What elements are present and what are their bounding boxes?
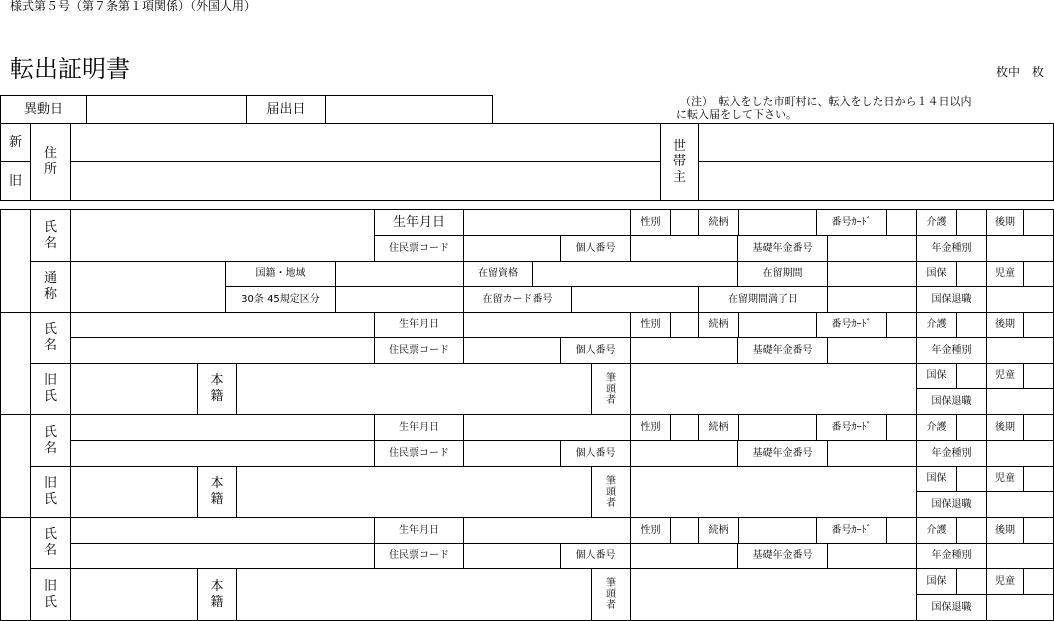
- person-2-number-card-field[interactable]: [886, 312, 917, 338]
- nh-insurance-label: 国保: [916, 568, 957, 595]
- person-1-gender-field[interactable]: [670, 209, 699, 236]
- personal-number-label: 個人番号: [560, 235, 631, 262]
- child-label: 児童: [986, 363, 1024, 389]
- name-char-2: 名: [43, 543, 57, 558]
- head-char-1: 筆: [606, 372, 616, 384]
- form-number: 様式第５号（第７条第１項関係）（外国人用）: [10, 0, 257, 13]
- number-card-label: 番号ｶｰﾄﾞ: [816, 209, 887, 236]
- late-stage-label: 後期: [986, 312, 1024, 338]
- number-card-label: 番号ｶｰﾄﾞ: [816, 414, 887, 441]
- person-4-head-field[interactable]: [630, 568, 917, 621]
- care-label: 介護: [916, 517, 957, 544]
- domicile-char-2: 籍: [210, 492, 224, 507]
- person-3-pension-type-field[interactable]: [986, 440, 1054, 467]
- person-1-residence-expiry-field[interactable]: [827, 286, 917, 313]
- notify-date-field[interactable]: [325, 95, 493, 124]
- name-char-2: 名: [43, 338, 57, 353]
- person-4-index: [0, 517, 31, 621]
- person-4-personal-number-field[interactable]: [630, 543, 738, 569]
- person-3-old-surname-field[interactable]: [70, 466, 198, 518]
- person-2-old-surname-field[interactable]: [70, 363, 198, 415]
- person-3-pension-number-field[interactable]: [827, 440, 917, 467]
- person-2-pension-number-field[interactable]: [827, 337, 917, 364]
- gender-label: 性別: [630, 414, 671, 441]
- person-4-child-field[interactable]: [1023, 568, 1054, 595]
- resident-code-label: 住民票コード: [374, 337, 464, 364]
- person-4-nh-insurance-field[interactable]: [956, 568, 987, 595]
- person-4-number-card-field[interactable]: [886, 517, 917, 544]
- head-char-3: 者: [606, 394, 616, 406]
- notify-date-label: 届出日: [246, 95, 326, 124]
- new-address-field[interactable]: [70, 123, 661, 162]
- person-2-personal-number-field[interactable]: [630, 337, 738, 364]
- gender-label: 性別: [630, 209, 671, 236]
- nh-insurance-label: 国保: [916, 466, 957, 492]
- person-2-relationship-field[interactable]: [738, 312, 817, 338]
- move-date-field[interactable]: [86, 95, 247, 124]
- person-2-domicile-label: [197, 363, 237, 415]
- person-4-pension-number-field[interactable]: [827, 543, 917, 569]
- person-2-name-field[interactable]: [70, 312, 375, 338]
- head-char-2: 頭: [606, 589, 616, 600]
- person-1-name-label: [30, 209, 71, 262]
- person-4-head-label: [591, 568, 631, 621]
- pension-number-label: 基礎年金番号: [737, 337, 828, 364]
- person-4-pension-type-field[interactable]: [986, 543, 1054, 569]
- late-stage-label: 後期: [986, 517, 1024, 544]
- personal-number-label: 個人番号: [560, 440, 631, 467]
- person-4-care-field[interactable]: [956, 517, 987, 544]
- child-label: 児童: [986, 261, 1024, 287]
- person-4-domicile-label: [197, 568, 237, 621]
- person-2-head-label: [591, 363, 631, 415]
- child-label: 児童: [986, 568, 1024, 595]
- personal-number-label: 個人番号: [560, 543, 631, 569]
- pension-type-label: 年金種別: [916, 543, 987, 569]
- domicile-char-2: 籍: [210, 594, 224, 610]
- document-title: 転出証明書: [10, 55, 130, 83]
- head-char-2: 頭: [606, 383, 616, 395]
- person-3-late-stage-field[interactable]: [1023, 414, 1054, 441]
- residence-status-label: 在留資格: [463, 261, 533, 287]
- birth-label: 生年月日: [374, 312, 464, 338]
- person-2-child-field[interactable]: [1023, 363, 1054, 389]
- birth-label: 生年月日: [374, 517, 464, 544]
- person-1-residence-status-field[interactable]: [532, 261, 738, 287]
- address-label-char-2: 所: [43, 162, 57, 177]
- gender-label: 性別: [630, 312, 671, 338]
- person-4-birth-field[interactable]: [463, 517, 631, 544]
- head-char-3: 者: [606, 600, 616, 611]
- person-3-child-field[interactable]: [1023, 466, 1054, 492]
- person-3-head-label: [591, 466, 631, 518]
- person-3-nh-insurance-field[interactable]: [956, 466, 987, 492]
- person-3-domicile-field[interactable]: [236, 466, 592, 518]
- person-2-care-field[interactable]: [956, 312, 987, 338]
- person-1-pension-number-field[interactable]: [827, 235, 917, 262]
- alias-char-2: 称: [43, 287, 57, 302]
- person-1-late-stage-field[interactable]: [1023, 209, 1054, 236]
- address-label-char-1: 住: [43, 146, 57, 162]
- person-2-resident-code-field[interactable]: [463, 337, 561, 364]
- pension-type-label: 年金種別: [916, 337, 987, 364]
- relationship-label: 続柄: [698, 414, 739, 441]
- nh-withdrawal-label: 国保退職: [916, 491, 987, 518]
- domicile-char-1: 本: [210, 578, 224, 594]
- child-label: 児童: [986, 466, 1024, 492]
- person-3-resident-code-field[interactable]: [463, 440, 561, 467]
- person-3-name-label: [30, 414, 71, 467]
- old-surname-char-2: 氏: [43, 492, 57, 507]
- domicile-char-1: 本: [210, 373, 224, 389]
- pension-number-label: 基礎年金番号: [737, 235, 828, 262]
- person-1-article30-45-field[interactable]: [335, 286, 464, 313]
- care-label: 介護: [916, 209, 957, 236]
- person-1-residence-period-field[interactable]: [827, 261, 917, 287]
- person-4-name-field[interactable]: [70, 517, 375, 544]
- person-1-number-card-field[interactable]: [886, 209, 917, 236]
- person-1-alias-field[interactable]: [70, 261, 226, 313]
- person-1-child-field[interactable]: [1023, 261, 1054, 287]
- domicile-char-1: 本: [210, 476, 224, 492]
- birth-label: 生年月日: [374, 414, 464, 441]
- relationship-label: 続柄: [698, 517, 739, 544]
- person-3-care-field[interactable]: [956, 414, 987, 441]
- person-3-domicile-label: [197, 466, 237, 518]
- person-1-name-field[interactable]: [70, 209, 375, 262]
- person-2-index: [0, 312, 31, 415]
- alias-char-1: 通: [43, 271, 57, 287]
- person-1-nationality-field[interactable]: [335, 261, 464, 287]
- person-3-name-field-lower[interactable]: [70, 440, 375, 467]
- relationship-label: 続柄: [698, 209, 739, 236]
- person-2-head-field[interactable]: [630, 363, 917, 415]
- care-label: 介護: [916, 312, 957, 338]
- person-3-birth-field[interactable]: [463, 414, 631, 441]
- residence-period-label: 在留期間: [737, 261, 828, 287]
- person-1-birth-field[interactable]: [463, 209, 631, 236]
- person-4-name-field-lower[interactable]: [70, 543, 375, 569]
- resident-code-label: 住民票コード: [374, 543, 464, 569]
- person-1-nh-insurance-field[interactable]: [956, 261, 987, 287]
- person-4-late-stage-field[interactable]: [1023, 517, 1054, 544]
- person-1-pension-type-field[interactable]: [986, 235, 1054, 262]
- note-line-2: に転入届をして下さい。: [676, 108, 797, 121]
- number-card-label: 番号ｶｰﾄﾞ: [816, 517, 887, 544]
- person-1-resident-code-field[interactable]: [463, 235, 561, 262]
- nh-withdrawal-label: 国保退職: [916, 286, 987, 313]
- pension-type-label: 年金種別: [916, 440, 987, 467]
- person-3-relationship-field[interactable]: [738, 414, 817, 441]
- old-householder-field[interactable]: [698, 161, 1054, 201]
- person-2-pension-type-field[interactable]: [986, 337, 1054, 364]
- person-2-nh-insurance-field[interactable]: [956, 363, 987, 389]
- person-3-nh-withdrawal-field[interactable]: [986, 491, 1054, 518]
- name-char-1: 氏: [43, 527, 57, 543]
- person-2-birth-field[interactable]: [463, 312, 631, 338]
- person-4-old-surname-field[interactable]: [70, 568, 198, 621]
- name-char-1: 氏: [43, 219, 57, 235]
- care-label: 介護: [916, 414, 957, 441]
- new-label: 新: [0, 123, 31, 162]
- householder-label: [660, 123, 699, 201]
- relationship-label: 続柄: [698, 312, 739, 338]
- resident-code-label: 住民票コード: [374, 235, 464, 262]
- person-3-head-field[interactable]: [630, 466, 917, 518]
- pension-number-label: 基礎年金番号: [737, 440, 828, 467]
- person-4-gender-field[interactable]: [670, 517, 699, 544]
- head-char-1: 筆: [606, 578, 616, 589]
- person-1-relationship-field[interactable]: [738, 209, 817, 236]
- gender-label: 性別: [630, 517, 671, 544]
- person-3-personal-number-field[interactable]: [630, 440, 738, 467]
- old-surname-char-1: 旧: [43, 476, 57, 492]
- name-char-1: 氏: [43, 424, 57, 440]
- new-householder-field[interactable]: [698, 123, 1054, 162]
- old-surname-char-1: 旧: [43, 578, 57, 594]
- nh-withdrawal-label: 国保退職: [916, 594, 987, 621]
- old-surname-char-2: 氏: [43, 594, 57, 610]
- person-4-domicile-field[interactable]: [236, 568, 592, 621]
- person-4-old-surname-label: [30, 568, 71, 621]
- person-1-index: [0, 209, 31, 313]
- person-2-old-surname-label: [30, 363, 71, 415]
- pension-type-label: 年金種別: [916, 235, 987, 262]
- person-4-name-label: [30, 517, 71, 569]
- person-1-residence-card-number-field[interactable]: [571, 286, 699, 313]
- head-char-2: 頭: [606, 486, 616, 498]
- person-2-name-label: [30, 312, 71, 364]
- person-2-domicile-field[interactable]: [236, 363, 592, 415]
- person-4-resident-code-field[interactable]: [463, 543, 561, 569]
- person-2-gender-field[interactable]: [670, 312, 699, 338]
- head-char-3: 者: [606, 497, 616, 509]
- nh-insurance-label: 国保: [916, 363, 957, 389]
- head-char-1: 筆: [606, 475, 616, 487]
- late-stage-label: 後期: [986, 209, 1024, 236]
- nh-insurance-label: 国保: [916, 261, 957, 287]
- name-char-2: 名: [43, 235, 57, 251]
- person-3-gender-field[interactable]: [670, 414, 699, 441]
- householder-char-3: 主: [672, 169, 686, 185]
- name-char-2: 名: [43, 440, 57, 456]
- old-surname-char-1: 旧: [43, 373, 57, 389]
- late-stage-label: 後期: [986, 414, 1024, 441]
- resident-code-label: 住民票コード: [374, 440, 464, 467]
- person-2-name-field-lower[interactable]: [70, 337, 375, 364]
- number-card-label: 番号ｶｰﾄﾞ: [816, 312, 887, 338]
- person-1-nh-withdrawal-field[interactable]: [986, 286, 1054, 313]
- name-char-1: 氏: [43, 322, 57, 338]
- article30-45-label: 30条 45規定区分: [225, 286, 336, 313]
- person-1-personal-number-field[interactable]: [630, 235, 738, 262]
- note-line-1: （注） 転入をした市町村に、転入をした日から１４日以内: [680, 95, 972, 108]
- person-3-name-field[interactable]: [70, 414, 375, 441]
- alias-label: [30, 261, 71, 313]
- domicile-char-2: 籍: [210, 389, 224, 404]
- householder-char-2: 帯: [672, 154, 686, 170]
- person-2-late-stage-field[interactable]: [1023, 312, 1054, 338]
- residence-expiry-label: 在留期間満了日: [698, 286, 828, 313]
- nh-withdrawal-label: 国保退職: [916, 388, 987, 415]
- address-label: [30, 123, 71, 201]
- person-2-nh-withdrawal-field[interactable]: [986, 388, 1054, 415]
- page-count: 枚中 枚: [996, 65, 1045, 79]
- person-3-index: [0, 414, 31, 518]
- personal-number-label: 個人番号: [560, 337, 631, 364]
- person-3-number-card-field[interactable]: [886, 414, 917, 441]
- person-4-relationship-field[interactable]: [738, 517, 817, 544]
- pension-number-label: 基礎年金番号: [737, 543, 828, 569]
- nationality-label: 国籍・地域: [225, 261, 336, 287]
- person-1-care-field[interactable]: [956, 209, 987, 236]
- residence-card-number-label: 在留カード番号: [463, 286, 572, 313]
- birth-label: 生年月日: [374, 209, 464, 236]
- householder-char-1: 世: [672, 138, 686, 154]
- person-4-nh-withdrawal-field[interactable]: [986, 594, 1054, 621]
- person-3-old-surname-label: [30, 466, 71, 518]
- move-date-label: 異動日: [0, 95, 87, 124]
- old-surname-char-2: 氏: [43, 389, 57, 404]
- old-label: 旧: [0, 161, 31, 201]
- old-address-field[interactable]: [70, 161, 661, 201]
